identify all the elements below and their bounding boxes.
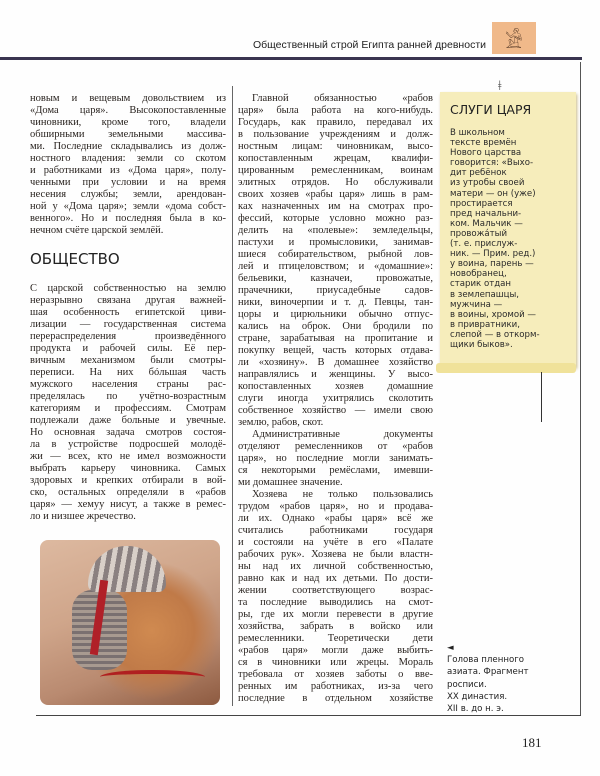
text-line: перераспределения произведённого bbox=[30, 331, 226, 342]
fresco-image-asiatic-head bbox=[40, 540, 220, 705]
caption-line: азиата. Фрагмент bbox=[447, 667, 529, 678]
text-line: ренных им работниках, из-за чего bbox=[238, 681, 433, 692]
text-line: цоры и цирюльники обычно отпус- bbox=[238, 309, 433, 320]
text-line: землю, рабов, скот. bbox=[238, 417, 324, 428]
sidebar-line: в привратники, bbox=[450, 319, 520, 330]
text-line: равно как и над их детьми. По дости- bbox=[238, 573, 433, 584]
text-line: делить на «полевые»: земледельцы, bbox=[238, 225, 433, 236]
sidebar-line: пред начальни- bbox=[450, 208, 522, 219]
sidebar-scroll bbox=[440, 79, 576, 367]
text-line: новым и вещевым довольствием из bbox=[30, 93, 226, 104]
text-line: выбрать карьеру чиновника. Самых bbox=[30, 463, 226, 474]
hieroglyph-icon: 𓀀 bbox=[492, 22, 536, 54]
header-rule bbox=[0, 57, 582, 60]
text-line: бельевики, казначеи, провожатые, bbox=[238, 273, 433, 284]
sidebar-line: В школьном bbox=[450, 128, 505, 138]
text-line: лей и птицеловством; и «домашние»: bbox=[238, 261, 433, 272]
sidebar-line: (т. е. прислуж- bbox=[450, 239, 518, 250]
text-line: переписи. На них бóльшая часть bbox=[30, 367, 226, 378]
text-line: направлялись и женщины. У высо- bbox=[238, 369, 433, 380]
text-line: элитных отрядов. Но обслуживали bbox=[238, 177, 433, 188]
text-line: лизации — государственная система bbox=[30, 319, 226, 330]
sidebar-line: щики быков». bbox=[450, 339, 513, 350]
text-line: собственное хозяйство — имели свою bbox=[238, 405, 433, 416]
sidebar-title: СЛУГИ ЦАРЯ bbox=[450, 102, 532, 117]
text-line: обширными земельными массива- bbox=[30, 129, 226, 140]
text-line: продукта и рабочей силы. Её пер- bbox=[30, 343, 226, 354]
text-line: Но основная задача смотров состоя- bbox=[30, 427, 226, 438]
sidebar-line: новобранец, bbox=[450, 269, 507, 280]
text-line: ся в чиновники или жрецы. Мораль bbox=[238, 657, 433, 668]
text-line: ники, виночерпии и т. д. Певцы, тан- bbox=[238, 297, 433, 308]
sidebar-line: тексте времён bbox=[450, 138, 517, 149]
text-line: считались работниками государя bbox=[238, 525, 433, 536]
sidebar-line: говорится: «Выхо- bbox=[450, 158, 534, 169]
text-line: цированным ремесленникам, воинам bbox=[238, 165, 433, 176]
running-title: Общественный строй Египта ранней древности bbox=[252, 39, 486, 51]
text-line: и состояли на учёте в его «Палате bbox=[238, 537, 433, 548]
text-line: своих хозяев «рабы царя» лишь в рам- bbox=[238, 189, 433, 200]
sidebar-line: простирается bbox=[450, 198, 513, 209]
paragraph bbox=[238, 93, 433, 429]
caption-line: XX династия. bbox=[447, 691, 508, 702]
page-number: 181 bbox=[522, 735, 542, 750]
text-line: ремесленники. Теоретически дети bbox=[238, 633, 433, 644]
text-line: в пользование учреждениям и долж- bbox=[238, 129, 433, 140]
text-line: ли «хозяину». В домашнее хозяйство bbox=[238, 357, 433, 368]
sidebar-line: старик отдан bbox=[450, 279, 512, 290]
text-line: чиновники, кроме того, владели bbox=[30, 117, 226, 128]
caption-arrow-icon: ◄ bbox=[447, 643, 454, 653]
sidebar-line: мужчина — bbox=[450, 299, 503, 310]
text-line: пастухи и промысловики, занимав- bbox=[238, 237, 433, 248]
sidebar-line: дит ребёнок bbox=[450, 168, 507, 179]
caption-line: XII в. до н. э. bbox=[447, 704, 504, 715]
text-line: шиеся собирательством, рыбной лов- bbox=[238, 249, 433, 260]
text-line: слуги иногда ухитрялись сколотить bbox=[238, 393, 433, 404]
text-line: Главной обязанностью «рабов bbox=[252, 93, 433, 104]
text-line: шая особенность египетской циви- bbox=[30, 307, 226, 318]
text-line: С царской собственностью на землю bbox=[30, 283, 226, 294]
text-line: пределялась по учётно-возрастным bbox=[30, 391, 226, 402]
text-line: «Дома царя». Высокопоставленные bbox=[30, 105, 226, 116]
sidebar-line: матери — он (уже) bbox=[450, 188, 536, 199]
text-line: ско, остальных определяли в «рабов bbox=[30, 487, 226, 498]
text-line: царя», но последние могли занимать- bbox=[238, 453, 433, 464]
text-line: ностным лицам: чиновникам, высо- bbox=[238, 141, 433, 152]
text-line: ли их. Однако «рабы царя» всё же bbox=[238, 513, 433, 524]
image-caption bbox=[447, 642, 528, 715]
text-line: категориям и профессиям. Смотрам bbox=[30, 403, 226, 414]
sidebar-line: в землепашцы, bbox=[450, 289, 520, 300]
text-line: ной у «Дома царя»; земли «дома собст- bbox=[30, 201, 226, 212]
text-line: ми домашнее значение. bbox=[238, 477, 343, 488]
text-line: рабочих рук». Хозяева не были властн- bbox=[238, 549, 433, 560]
text-line: требовала от хозяев заботы о вве- bbox=[238, 669, 433, 680]
text-line: жи — всех, кто не имел возможности bbox=[30, 451, 226, 462]
paragraph bbox=[238, 489, 433, 705]
text-line: подлежали даже больные и увечные. bbox=[30, 415, 226, 426]
text-line: Государь, как правило, передавал их bbox=[238, 117, 433, 128]
sidebar-line: у воина, парень — bbox=[450, 259, 534, 270]
text-line: копоставленных хозяев домашние bbox=[238, 381, 433, 392]
text-line: прачечники, приусадебные садов- bbox=[238, 285, 433, 296]
text-line: покупку вещей, часть которых отдава- bbox=[238, 345, 433, 356]
text-line: царя» — хемуу нисут, а также в ремес- bbox=[30, 499, 226, 510]
text-line: неразрывно связана другая важней- bbox=[30, 295, 226, 306]
paragraph bbox=[238, 429, 433, 489]
text-line: Административные документы bbox=[252, 429, 433, 440]
text-line: ностного владения: земли со скотом bbox=[30, 153, 226, 164]
text-line: вичным механизмом были смотры- bbox=[30, 355, 226, 366]
scroll-roll bbox=[436, 363, 576, 373]
column-1-section-text bbox=[30, 283, 226, 523]
text-line: ло и низшее жречество. bbox=[30, 511, 136, 522]
text-line: нечном счёте царской землёй. bbox=[30, 225, 164, 236]
text-line: стране, зарабатывая на пропитание и bbox=[238, 333, 433, 344]
text-line: здоровых и крепких отбирали в вой- bbox=[30, 475, 226, 486]
text-line: ках назначенных им на смотрах про- bbox=[238, 201, 433, 212]
text-line: та последние выводились на смот- bbox=[238, 597, 433, 608]
text-line: последние в отдельном хозяйстве bbox=[238, 693, 433, 704]
text-line: хозяйства, забрать в войско или bbox=[238, 621, 433, 632]
text-line: фессий, которые условно можно раз- bbox=[238, 213, 433, 224]
text-line: ры, где их могли перевести в другие bbox=[238, 609, 433, 620]
text-line: трудом «рабов царя», но и продава- bbox=[238, 501, 433, 512]
text-line: царя» была работа на кого-нибудь. bbox=[238, 105, 433, 116]
column-1-intro bbox=[30, 93, 226, 237]
sidebar-line: ком. Мальчик — bbox=[450, 218, 523, 229]
text-line: и работниками из «Дома царя», полу- bbox=[30, 165, 226, 176]
caption-line: Голова пленного bbox=[447, 655, 524, 666]
sidebar-line: ник. — Прим. ред.) bbox=[450, 249, 536, 260]
text-line: несения службы; земли, арендован- bbox=[30, 189, 226, 200]
text-line: ченными при условии и на время bbox=[30, 177, 226, 188]
text-line: Хозяева не только пользовались bbox=[252, 489, 433, 500]
text-line: ся некоторыми ремёслами, имевши- bbox=[238, 465, 433, 476]
frame-right-rule bbox=[580, 62, 581, 716]
sidebar-line: в воины, хромой — bbox=[450, 309, 537, 320]
sidebar-line: слепой — в откорм- bbox=[450, 329, 540, 340]
text-line: жении соответствующего возрас- bbox=[238, 585, 433, 596]
sidebar-line: из утробы своей bbox=[450, 178, 525, 189]
sidebar-text bbox=[450, 128, 540, 350]
sidebar-line: провожа́тый bbox=[450, 228, 508, 239]
column-2-text bbox=[238, 93, 433, 705]
text-line: отделяют ремесленников от «рабов bbox=[238, 441, 433, 452]
text-line: мужского населения страны рас- bbox=[30, 379, 226, 390]
sidebar-line: Нового царства bbox=[450, 148, 522, 159]
text-line: «рабов царя» могли даже выбить- bbox=[238, 645, 433, 656]
text-line: копоставленным жрецам, квалифи- bbox=[238, 153, 433, 164]
text-line: ла в устройстве подросшей молодё- bbox=[30, 439, 226, 450]
text-line: венного». Но и последняя была в ко- bbox=[30, 213, 226, 224]
column-divider bbox=[232, 86, 233, 706]
caption-line: росписи. bbox=[447, 679, 487, 690]
section-heading: ОБЩЕСТВО bbox=[30, 250, 120, 268]
text-line: ми. Последние складывались из долж- bbox=[30, 141, 226, 152]
text-line: ны над их личной собственностью, bbox=[238, 561, 433, 572]
pointer-line bbox=[541, 372, 542, 422]
text-line: кались на оброк. Они бродили по bbox=[238, 321, 433, 332]
scroll-knot-icon: ǂ bbox=[498, 79, 502, 94]
